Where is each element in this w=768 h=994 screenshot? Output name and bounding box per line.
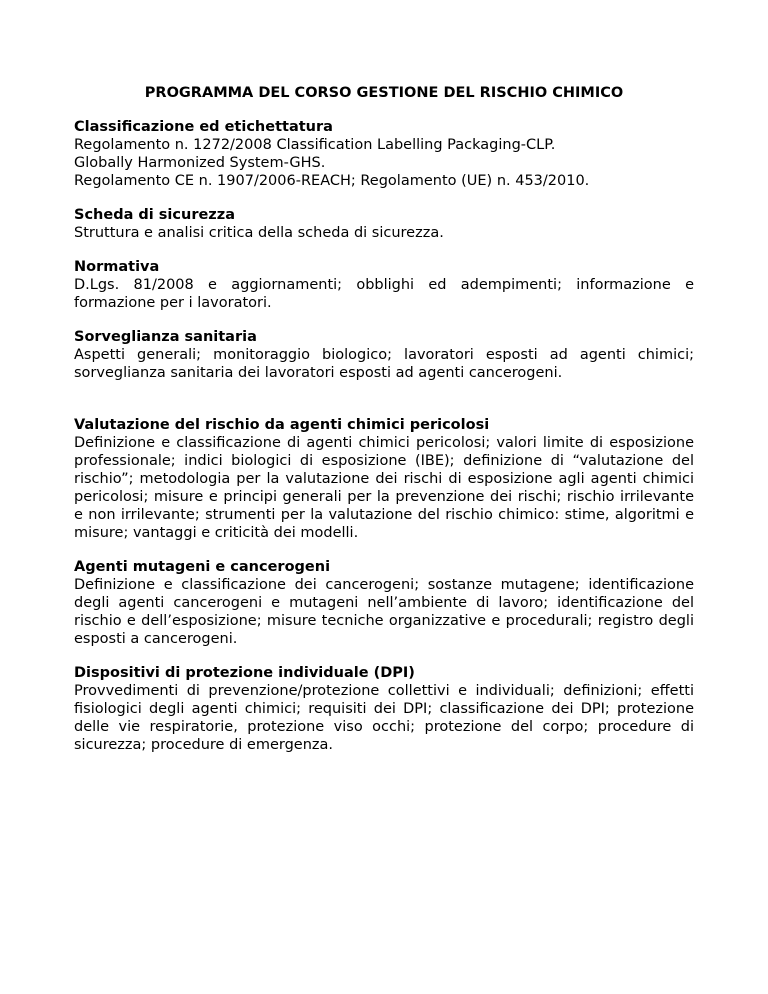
section-heading: Scheda di sicurezza (74, 207, 235, 223)
section-line: Regolamento CE n. 1907/2006-REACH; Regolamento (UE) n. 453/2010. (74, 173, 590, 189)
section-normativa (74, 258, 694, 312)
section-classificazione (74, 118, 694, 190)
section-body: Definizione e classificazione di agenti chimici pericolosi; valori limite di esposizione professionale; indici biologici di esposizione (IBE); definizione di “valutazione del rischio”; metodologia per la valutazione dei rischi di esposizione agli agenti chimici pericolosi; misure e principi generali per la prevenzione dei rischi; rischio irrilevante e non irrilevante; strumenti per la valutazione del rischio chimico: stime, algoritmi e misure; vantaggi e criticità dei modelli. (74, 435, 694, 541)
section-heading: Valutazione del rischio da agenti chimici pericolosi (74, 417, 490, 433)
section-line: Globally Harmonized System-GHS. (74, 155, 326, 171)
section-body: Provvedimenti di prevenzione/protezione collettivi e individuali; definizioni; effetti fisiologici degli agenti chimici; requisiti dei DPI; classificazione dei DPI; protezione delle vie respiratorie, protezione viso occhi; protezione del corpo; procedure di sicurezza; procedure di emergenza. (74, 683, 694, 753)
section-heading: Agenti mutageni e cancerogeni (74, 559, 331, 575)
section-dpi (74, 664, 694, 754)
section-scheda-sicurezza (74, 206, 694, 242)
section-valutazione-rischio (74, 416, 694, 542)
document-title: PROGRAMMA DEL CORSO GESTIONE DEL RISCHIO CHIMICO (144, 85, 624, 101)
section-agenti-mutageni (74, 558, 694, 648)
section-heading: Classificazione ed etichettatura (74, 119, 333, 135)
section-heading: Normativa (74, 259, 160, 275)
section-body: D.Lgs. 81/2008 e aggiornamenti; obblighi ed adempimenti; informazione e formazione per i lavoratori. (74, 277, 694, 311)
section-heading: Sorveglianza sanitaria (74, 329, 257, 345)
section-body: Definizione e classificazione dei cancerogeni; sostanze mutagene; identificazione degli agenti cancerogeni e mutageni nell’ambiente di lavoro; identificazione del rischio e dell’esposizione; misure tecniche organizzative e procedurali; registro degli esposti a cancerogeni. (74, 577, 694, 647)
section-body: Aspetti generali; monitoraggio biologico; lavoratori esposti ad agenti chimici; sorveglianza sanitaria dei lavoratori esposti ad agenti cancerogeni. (74, 347, 694, 381)
section-line: Regolamento n. 1272/2008 Classification Labelling Packaging-CLP. (74, 137, 556, 153)
section-body: Struttura e analisi critica della scheda di sicurezza. (74, 225, 444, 241)
section-sorveglianza (74, 328, 694, 382)
document-page (74, 84, 694, 770)
section-heading: Dispositivi di protezione individuale (DPI) (74, 665, 415, 681)
